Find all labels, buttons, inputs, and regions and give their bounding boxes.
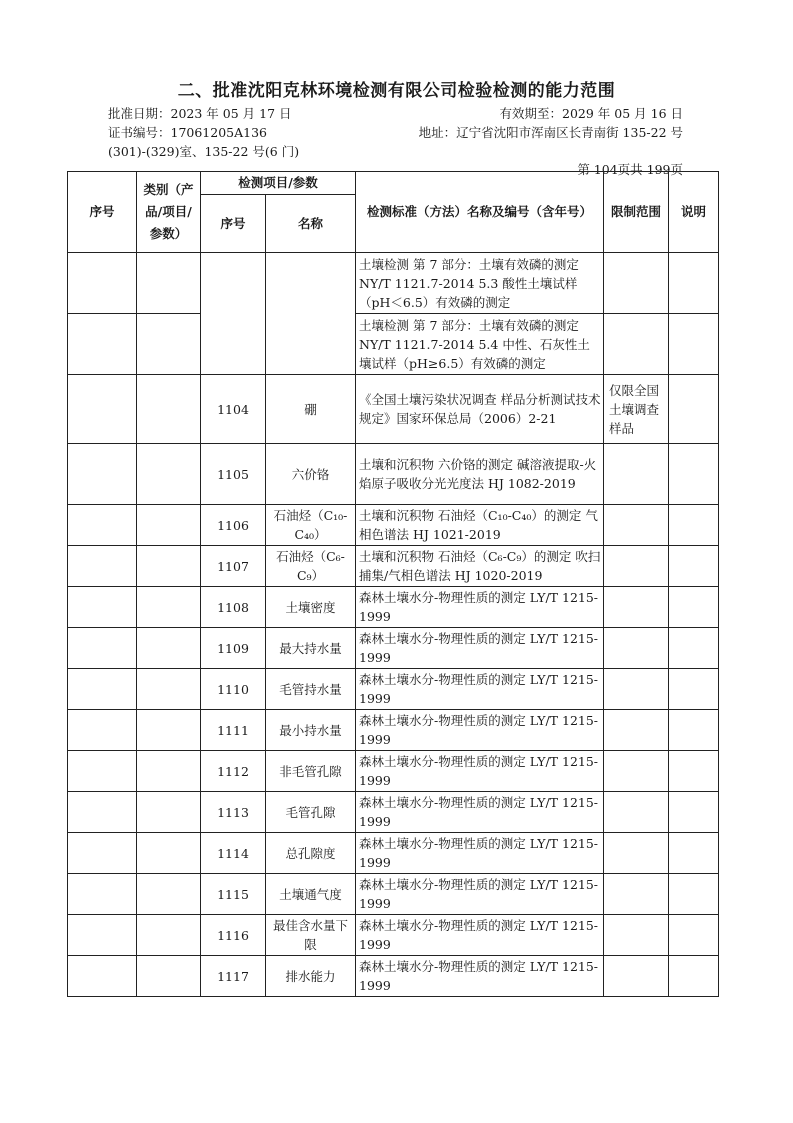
row-category	[137, 587, 201, 628]
row-seq	[68, 444, 137, 505]
row-standard: 森林土壤水分-物理性质的测定 LY/T 1215-1999	[356, 833, 604, 874]
row-item-name: 排水能力	[266, 956, 356, 997]
row-item-name: 土壤通气度	[266, 874, 356, 915]
table-row	[68, 375, 719, 444]
row-category	[137, 314, 201, 375]
row-item-no: 1107	[201, 546, 266, 587]
row-seq	[68, 587, 137, 628]
row-seq	[68, 915, 137, 956]
row-note	[669, 669, 719, 710]
row-note	[669, 628, 719, 669]
row-standard: 森林土壤水分-物理性质的测定 LY/T 1215-1999	[356, 751, 604, 792]
row-item-no: 1114	[201, 833, 266, 874]
table-row	[68, 587, 719, 628]
row-seq	[68, 546, 137, 587]
row-seq	[68, 669, 137, 710]
row-standard: 森林土壤水分-物理性质的测定 LY/T 1215-1999	[356, 874, 604, 915]
page-title: 二、批准沈阳克林环境检测有限公司检验检测的能力范围	[177, 81, 616, 101]
row-item-no: 1116	[201, 915, 266, 956]
row-seq	[68, 314, 137, 375]
capability-table	[67, 171, 719, 997]
row-note	[669, 546, 719, 587]
row-item-name: 毛管持水量	[266, 669, 356, 710]
row-standard: 森林土壤水分-物理性质的测定 LY/T 1215-1999	[356, 915, 604, 956]
row-category	[137, 444, 201, 505]
row-category	[137, 546, 201, 587]
row-note	[669, 253, 719, 314]
address: 地址：辽宁省沈阳市浑南区长青南街 135-22 号	[418, 125, 683, 140]
header-note: 说明	[669, 172, 719, 253]
row-category	[137, 710, 201, 751]
table-row	[68, 314, 719, 375]
row-standard: 土壤检测 第 7 部分：土壤有效磷的测定 NY/T 1121.7-2014 5.3 酸性土壤试样（pH＜6.5）有效磷的测定	[356, 253, 604, 314]
row-note	[669, 444, 719, 505]
row-seq	[68, 628, 137, 669]
row-category	[137, 253, 201, 314]
row-item-name: 最大持水量	[266, 628, 356, 669]
row-limit	[604, 444, 669, 505]
row-note	[669, 505, 719, 546]
row-limit	[604, 669, 669, 710]
row-standard: 森林土壤水分-物理性质的测定 LY/T 1215-1999	[356, 792, 604, 833]
row-standard: 土壤和沉积物 六价铬的测定 碱溶液提取-火焰原子吸收分光光度法 HJ 1082-2019	[356, 444, 604, 505]
row-limit	[604, 792, 669, 833]
row-standard: 森林土壤水分-物理性质的测定 LY/T 1215-1999	[356, 710, 604, 751]
table-row	[68, 792, 719, 833]
row-item-no: 1104	[201, 375, 266, 444]
row-item-no	[201, 253, 266, 375]
row-item-no: 1117	[201, 956, 266, 997]
row-seq	[68, 956, 137, 997]
row-item-no: 1115	[201, 874, 266, 915]
row-category	[137, 375, 201, 444]
row-seq	[68, 874, 137, 915]
address-continued: (301)-(329)室、135-22 号(6 门)	[108, 144, 300, 159]
row-item-no: 1112	[201, 751, 266, 792]
row-item-name: 非毛管孔隙	[266, 751, 356, 792]
row-seq	[68, 253, 137, 314]
row-limit	[604, 628, 669, 669]
header-item-group: 检测项目/参数	[201, 172, 356, 195]
approval-date: 批准日期：2023 年 05 月 17 日	[108, 106, 292, 121]
row-note	[669, 587, 719, 628]
row-item-name: 土壤密度	[266, 587, 356, 628]
row-limit	[604, 505, 669, 546]
row-item-no: 1110	[201, 669, 266, 710]
row-standard: 森林土壤水分-物理性质的测定 LY/T 1215-1999	[356, 669, 604, 710]
row-note	[669, 710, 719, 751]
row-standard: 森林土壤水分-物理性质的测定 LY/T 1215-1999	[356, 628, 604, 669]
certificate-number: 证书编号：17061205A136	[108, 125, 268, 140]
row-category	[137, 505, 201, 546]
row-limit	[604, 915, 669, 956]
table-row	[68, 833, 719, 874]
row-limit	[604, 833, 669, 874]
table-row	[68, 546, 719, 587]
row-category	[137, 874, 201, 915]
row-item-name: 最佳含水量下限	[266, 915, 356, 956]
row-seq	[68, 710, 137, 751]
header-limit: 限制范围	[604, 172, 669, 253]
row-note	[669, 833, 719, 874]
row-limit	[604, 710, 669, 751]
row-limit	[604, 314, 669, 375]
table-row	[68, 751, 719, 792]
row-category	[137, 833, 201, 874]
row-item-name: 石油烃（C₁₀-C₄₀）	[266, 505, 356, 546]
table-row	[68, 505, 719, 546]
table-row	[68, 444, 719, 505]
row-standard: 《全国土壤污染状况调查 样品分析测试技术规定》国家环保总局（2006）2-21	[356, 375, 604, 444]
row-note	[669, 956, 719, 997]
row-category	[137, 915, 201, 956]
table-row	[68, 669, 719, 710]
row-limit	[604, 956, 669, 997]
table-row	[68, 253, 719, 314]
row-seq	[68, 751, 137, 792]
row-item-name: 总孔隙度	[266, 833, 356, 874]
row-item-name: 六价铬	[266, 444, 356, 505]
table-row	[68, 710, 719, 751]
row-limit	[604, 874, 669, 915]
row-seq	[68, 833, 137, 874]
header-seq: 序号	[68, 172, 137, 253]
row-item-no: 1106	[201, 505, 266, 546]
row-item-name: 石油烃（C₆-C₉）	[266, 546, 356, 587]
header-item-seq: 序号	[201, 195, 266, 253]
row-item-no: 1113	[201, 792, 266, 833]
table-row	[68, 956, 719, 997]
row-standard: 土壤和沉积物 石油烃（C₆-C₉）的测定 吹扫捕集/气相色谱法 HJ 1020-2019	[356, 546, 604, 587]
row-item-name: 毛管孔隙	[266, 792, 356, 833]
row-limit	[604, 587, 669, 628]
row-item-no: 1105	[201, 444, 266, 505]
row-category	[137, 956, 201, 997]
row-item-name: 最小持水量	[266, 710, 356, 751]
page-number: 第 104页共 199页	[577, 162, 683, 177]
row-category	[137, 628, 201, 669]
row-seq	[68, 375, 137, 444]
row-note	[669, 792, 719, 833]
row-item-no: 1109	[201, 628, 266, 669]
row-seq	[68, 792, 137, 833]
row-limit	[604, 751, 669, 792]
table-row	[68, 915, 719, 956]
header-standard: 检测标准（方法）名称及编号（含年号）	[356, 172, 604, 253]
row-category	[137, 669, 201, 710]
row-limit	[604, 546, 669, 587]
row-standard: 森林土壤水分-物理性质的测定 LY/T 1215-1999	[356, 587, 604, 628]
row-item-no: 1108	[201, 587, 266, 628]
row-item-name: 硼	[266, 375, 356, 444]
row-category	[137, 792, 201, 833]
row-standard: 森林土壤水分-物理性质的测定 LY/T 1215-1999	[356, 956, 604, 997]
header-item-name: 名称	[266, 195, 356, 253]
header-category: 类别（产品/项目/参数）	[137, 172, 201, 253]
row-seq	[68, 505, 137, 546]
row-note	[669, 915, 719, 956]
row-note	[669, 874, 719, 915]
row-limit	[604, 253, 669, 314]
row-note	[669, 314, 719, 375]
row-note	[669, 375, 719, 444]
table-row	[68, 628, 719, 669]
row-standard: 土壤检测 第 7 部分：土壤有效磷的测定 NY/T 1121.7-2014 5.4 中性、石灰性土壤试样（pH≥6.5）有效磷的测定	[356, 314, 604, 375]
row-limit: 仅限全国土壤调查样品	[604, 375, 669, 444]
valid-until: 有效期至：2029 年 05 月 16 日	[499, 106, 683, 121]
row-item-no: 1111	[201, 710, 266, 751]
row-item-name	[266, 253, 356, 375]
row-category	[137, 751, 201, 792]
table-row	[68, 874, 719, 915]
row-note	[669, 751, 719, 792]
row-standard: 土壤和沉积物 石油烃（C₁₀-C₄₀）的测定 气相色谱法 HJ 1021-2019	[356, 505, 604, 546]
